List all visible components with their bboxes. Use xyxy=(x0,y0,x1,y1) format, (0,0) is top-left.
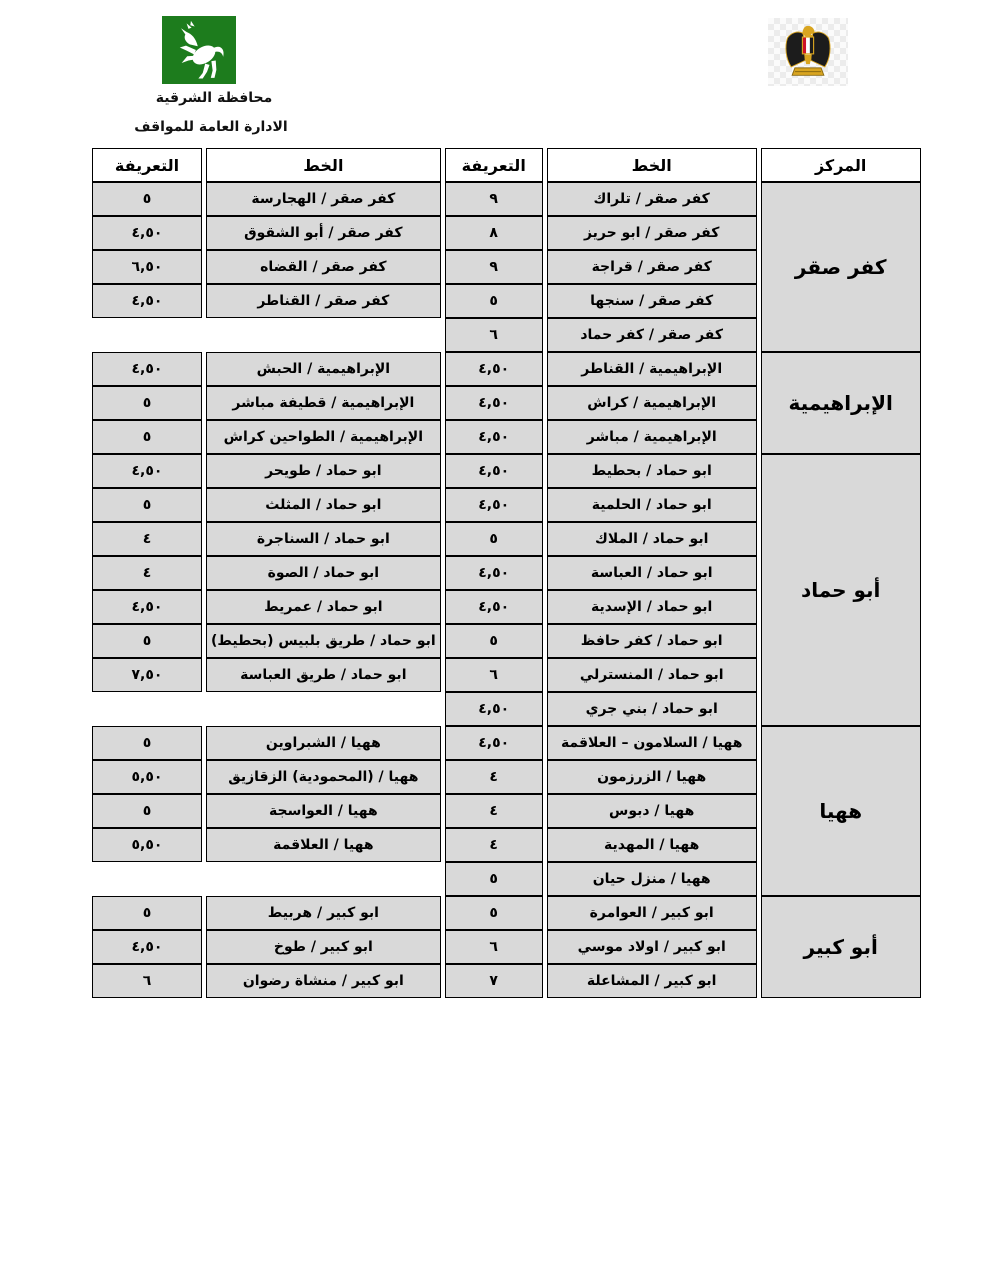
fare-cell: ٧,٥٠ xyxy=(92,658,202,692)
line-cell: ابو كبير / منشاة رضوان xyxy=(206,964,441,998)
line-cell: ابو كبير / المشاعلة xyxy=(547,964,757,998)
empty-cell xyxy=(206,862,441,896)
fare-cell: ٤,٥٠ xyxy=(92,930,202,964)
empty-cell xyxy=(206,318,441,352)
empty-cell xyxy=(92,862,202,896)
fare-cell: ٤,٥٠ xyxy=(445,386,543,420)
fare-cell: ٥ xyxy=(92,794,202,828)
line-cell: ابو حماد / العباسة xyxy=(547,556,757,590)
fare-cell: ٥,٥٠ xyxy=(92,760,202,794)
fare-cell: ٦ xyxy=(92,964,202,998)
fare-cell: ٤,٥٠ xyxy=(445,352,543,386)
fare-row xyxy=(92,182,921,216)
line-cell: ههيا / (المحمودية) الزقازيق xyxy=(206,760,441,794)
center-cell: أبو حماد xyxy=(761,454,921,726)
fare-cell: ٤,٥٠ xyxy=(92,284,202,318)
line-cell: الإبراهيمية / كراش xyxy=(547,386,757,420)
fare-cell: ٤ xyxy=(92,556,202,590)
line-cell: ابو كبير / هربيط xyxy=(206,896,441,930)
fare-cell: ٤,٥٠ xyxy=(445,420,543,454)
column-header-fare1: التعريفة xyxy=(445,148,543,182)
center-cell: الإبراهيمية xyxy=(761,352,921,454)
fare-cell: ٥ xyxy=(445,284,543,318)
empty-cell xyxy=(92,318,202,352)
fare-cell: ٥ xyxy=(445,624,543,658)
line-cell: كفر صقر / القضاه xyxy=(206,250,441,284)
eagle-icon xyxy=(780,23,836,81)
line-cell: كفر صقر / ابو حريز xyxy=(547,216,757,250)
fare-cell: ٥ xyxy=(92,896,202,930)
horse-icon xyxy=(166,19,232,81)
fare-cell: ٥ xyxy=(445,862,543,896)
fare-cell: ٥,٥٠ xyxy=(92,828,202,862)
column-header-fare2: التعريفة xyxy=(92,148,202,182)
fare-row xyxy=(92,896,921,930)
fare-cell: ٩ xyxy=(445,182,543,216)
line-cell: ابو حماد / كفر حافظ xyxy=(547,624,757,658)
fare-cell: ٥ xyxy=(92,726,202,760)
fare-cell: ٤,٥٠ xyxy=(445,726,543,760)
line-cell: ههيا / السلامون – العلاقمة xyxy=(547,726,757,760)
line-cell: ابو حماد / طريق بلبيس (بحطيط) xyxy=(206,624,441,658)
empty-cell xyxy=(92,692,202,726)
fare-cell: ٧ xyxy=(445,964,543,998)
line-cell: ابو حماد / الحلمية xyxy=(547,488,757,522)
line-cell: ههيا / دبوس xyxy=(547,794,757,828)
line-cell: كفر صقر / الهجارسة xyxy=(206,182,441,216)
governorate-logo xyxy=(162,16,236,84)
fare-cell: ٩ xyxy=(445,250,543,284)
fare-cell: ٦ xyxy=(445,930,543,964)
fare-cell: ٤,٥٠ xyxy=(92,216,202,250)
line-cell: ههيا / الشبراوين xyxy=(206,726,441,760)
center-cell: أبو كبير xyxy=(761,896,921,998)
line-cell: ابو حماد / طريق العباسة xyxy=(206,658,441,692)
fare-cell: ٥ xyxy=(92,624,202,658)
line-cell: كفر صقر / أبو الشقوق xyxy=(206,216,441,250)
line-cell: كفر صقر / قراجة xyxy=(547,250,757,284)
fare-row xyxy=(92,454,921,488)
fare-cell: ٥ xyxy=(92,488,202,522)
empty-cell xyxy=(206,692,441,726)
line-cell: ابو حماد / الملاك xyxy=(547,522,757,556)
line-cell: كفر صقر / سنجها xyxy=(547,284,757,318)
line-cell: ابو كبير / اولاد موسي xyxy=(547,930,757,964)
fare-cell: ٤,٥٠ xyxy=(445,556,543,590)
fare-cell: ٤,٥٠ xyxy=(445,454,543,488)
line-cell: الإبراهيمية / مباشر xyxy=(547,420,757,454)
fare-cell: ٤,٥٠ xyxy=(445,692,543,726)
line-cell: كفر صقر / كفر حماد xyxy=(547,318,757,352)
fare-row xyxy=(92,352,921,386)
column-header-line2: الخط xyxy=(206,148,441,182)
line-cell: ابو حماد / المثلث xyxy=(206,488,441,522)
fare-cell: ٤ xyxy=(445,794,543,828)
org-title: محافظة الشرقية xyxy=(155,90,273,106)
fare-cell: ٦ xyxy=(445,318,543,352)
line-cell: ههيا / الزرزمون xyxy=(547,760,757,794)
line-cell: كفر صقر / تلراك xyxy=(547,182,757,216)
fare-cell: ٤,٥٠ xyxy=(445,590,543,624)
line-cell: الإبراهيمية / قطيفة مباشر xyxy=(206,386,441,420)
column-header-line1: الخط xyxy=(547,148,757,182)
line-cell: ههيا / منزل حيان xyxy=(547,862,757,896)
fare-cell: ٤ xyxy=(445,760,543,794)
line-cell: الإبراهيمية / الطواحين كراش xyxy=(206,420,441,454)
table-header-row xyxy=(92,148,921,182)
line-cell: ابو حماد / عمريط xyxy=(206,590,441,624)
fare-cell: ٥ xyxy=(92,420,202,454)
fare-cell: ٥ xyxy=(92,182,202,216)
egypt-eagle-emblem xyxy=(768,18,848,86)
line-cell: الإبراهيمية / القناطر xyxy=(547,352,757,386)
line-cell: ابو حماد / طويحر xyxy=(206,454,441,488)
fare-cell: ٦ xyxy=(445,658,543,692)
fare-cell: ٥ xyxy=(92,386,202,420)
line-cell: ههيا / العلاقمة xyxy=(206,828,441,862)
fare-cell: ٦,٥٠ xyxy=(92,250,202,284)
fare-cell: ٤,٥٠ xyxy=(92,590,202,624)
fare-row xyxy=(92,726,921,760)
fare-cell: ٤,٥٠ xyxy=(445,488,543,522)
fare-table xyxy=(88,148,925,998)
fare-cell: ٥ xyxy=(445,522,543,556)
fare-cell: ٤,٥٠ xyxy=(92,352,202,386)
fare-cell: ٤,٥٠ xyxy=(92,454,202,488)
line-cell: ابو كبير / العوامرة xyxy=(547,896,757,930)
line-cell: ابو حماد / بني جري xyxy=(547,692,757,726)
line-cell: ابو حماد / السناجرة xyxy=(206,522,441,556)
dept-title: الادارة العامة للمواقف xyxy=(134,119,288,135)
line-cell: ابو كبير / طوخ xyxy=(206,930,441,964)
line-cell: ابو حماد / بحطيط xyxy=(547,454,757,488)
fare-cell: ٤ xyxy=(92,522,202,556)
line-cell: ههيا / العواسجة xyxy=(206,794,441,828)
center-cell: ههيا xyxy=(761,726,921,896)
line-cell: الإبراهيمية / الحبش xyxy=(206,352,441,386)
line-cell: كفر صقر / القناطر xyxy=(206,284,441,318)
center-cell: كفر صقر xyxy=(761,182,921,352)
fare-cell: ٨ xyxy=(445,216,543,250)
fare-cell: ٤ xyxy=(445,828,543,862)
line-cell: ابو حماد / المنسترلي xyxy=(547,658,757,692)
fare-cell: ٥ xyxy=(445,896,543,930)
line-cell: ههيا / المهدية xyxy=(547,828,757,862)
line-cell: ابو حماد / الصوة xyxy=(206,556,441,590)
line-cell: ابو حماد / الإسدية xyxy=(547,590,757,624)
column-header-center: المركز xyxy=(761,148,921,182)
